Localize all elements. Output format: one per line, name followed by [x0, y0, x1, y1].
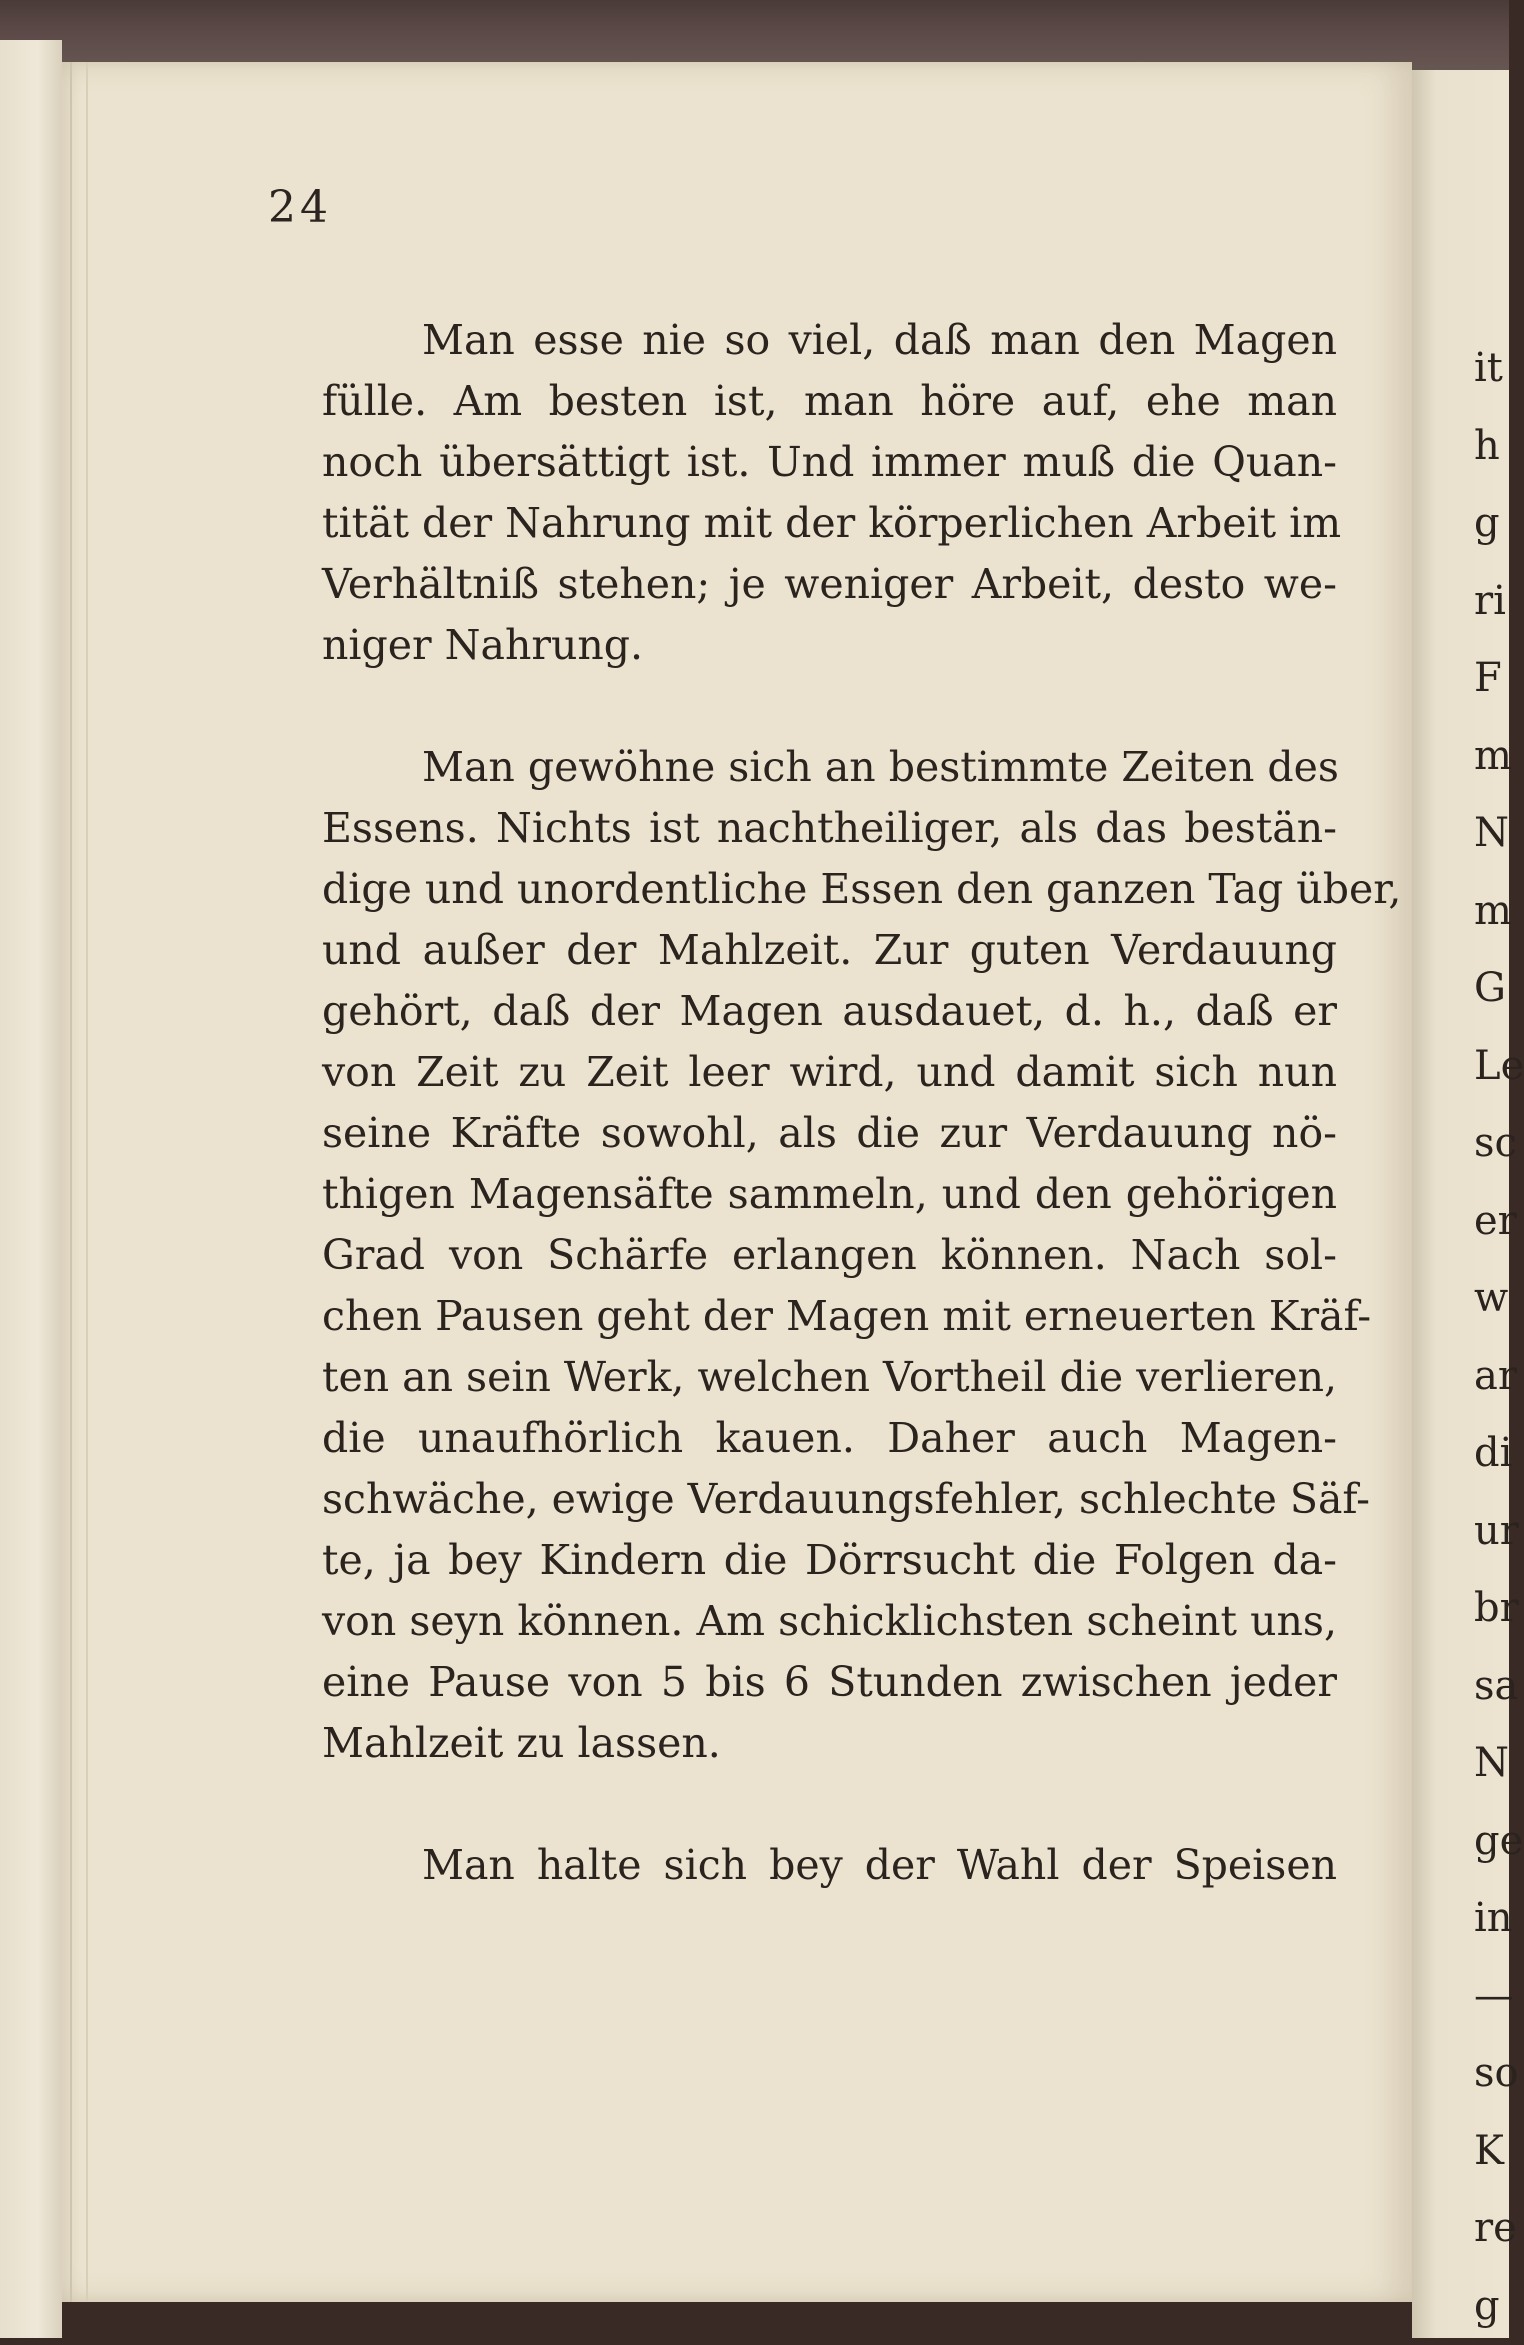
text-line: Essens. Nichts ist nachtheiliger, als das bestän- [322, 798, 1337, 859]
facing-page-fragment: er [1474, 1183, 1514, 1261]
text-line: Mahlzeit zu lassen. [322, 1713, 1337, 1774]
text-line: eine Pause von 5 bis 6 Stunden zwischen jeder [322, 1652, 1337, 1713]
text-line: Verhältniß stehen; je weniger Arbeit, desto we- [322, 554, 1337, 615]
facing-page-fragment: Le [1474, 1028, 1514, 1106]
facing-page-fragment: di [1474, 1415, 1514, 1493]
facing-page-fragment: sc [1474, 1105, 1514, 1183]
facing-page-fragment: ge [1474, 1803, 1514, 1881]
paragraph-2 [322, 737, 1337, 1774]
facing-page-fragment: — [1474, 1958, 1514, 2036]
facing-page-fragment: N [1474, 795, 1514, 873]
facing-page-fragment: m [1474, 873, 1514, 951]
text-line: von Zeit zu Zeit leer wird, und damit sich nun [322, 1042, 1337, 1103]
facing-page-fragment: ur [1474, 1493, 1514, 1571]
text-line: Man gewöhne sich an bestimmte Zeiten des [322, 737, 1337, 798]
facing-page-fragment: sa [1474, 1648, 1514, 1726]
facing-page-fragment: in [1474, 1880, 1514, 1958]
text-line: Grad von Schärfe erlangen können. Nach sol- [322, 1225, 1337, 1286]
text-line: tität der Nahrung mit der körperlichen Arbeit im [322, 493, 1337, 554]
text-line: Man halte sich bey der Wahl der Speisen [322, 1835, 1337, 1896]
facing-page-fragment: g [1474, 485, 1514, 563]
text-line: und außer der Mahlzeit. Zur guten Verdauung [322, 920, 1337, 981]
facing-page-fragment: h [1474, 408, 1514, 486]
facing-page-fragment: g [1474, 2268, 1514, 2345]
facing-page-fragment: w [1474, 1260, 1514, 1338]
text-line: chen Pausen geht der Magen mit erneuerten Kräf- [322, 1286, 1337, 1347]
facing-page-fragment: N [1474, 1725, 1514, 1803]
page-stack-edge [0, 40, 62, 2338]
text-line: die unaufhörlich kauen. Daher auch Magen- [322, 1408, 1337, 1469]
body-text [322, 310, 1337, 1896]
text-line: fülle. Am besten ist, man höre auf, ehe man [322, 371, 1337, 432]
facing-page-fragment: ri [1474, 563, 1514, 641]
text-line: noch übersättigt ist. Und immer muß die Quan- [322, 432, 1337, 493]
facing-page-fragment: it [1474, 330, 1514, 408]
text-line: Man esse nie so viel, daß man den Magen [322, 310, 1337, 371]
text-line: seine Kräfte sowohl, als die zur Verdauung nö- [322, 1103, 1337, 1164]
facing-page-fragment: G [1474, 950, 1514, 1028]
text-line: von seyn können. Am schicklichsten scheint uns, [322, 1591, 1337, 1652]
text-line: te, ja bey Kindern die Dörrsucht die Folgen da- [322, 1530, 1337, 1591]
page-edge-lines [70, 62, 88, 2302]
facing-page-fragment: re [1474, 2190, 1514, 2268]
paragraph-3 [322, 1835, 1337, 1896]
facing-page-fragment: F [1474, 640, 1514, 718]
facing-page-fragment: ar [1474, 1338, 1514, 1416]
facing-page-text [1474, 330, 1514, 2345]
text-line: gehört, daß der Magen ausdauet, d. h., daß er [322, 981, 1337, 1042]
facing-page-fragment: br [1474, 1570, 1514, 1648]
facing-page-fragment: so [1474, 2035, 1514, 2113]
facing-page-fragment: m [1474, 718, 1514, 796]
facing-page-fragment: K [1474, 2113, 1514, 2191]
text-line: niger Nahrung. [322, 615, 1337, 676]
page-number: 24 [268, 182, 332, 233]
text-line: schwäche, ewige Verdauungsfehler, schlechte Säf- [322, 1469, 1337, 1530]
text-line: dige und unordentliche Essen den ganzen Tag über, [322, 859, 1337, 920]
text-line: ten an sein Werk, welchen Vortheil die verlieren, [322, 1347, 1337, 1408]
paragraph-1 [322, 310, 1337, 676]
text-line: thigen Magensäfte sammeln, und den gehörigen [322, 1164, 1337, 1225]
